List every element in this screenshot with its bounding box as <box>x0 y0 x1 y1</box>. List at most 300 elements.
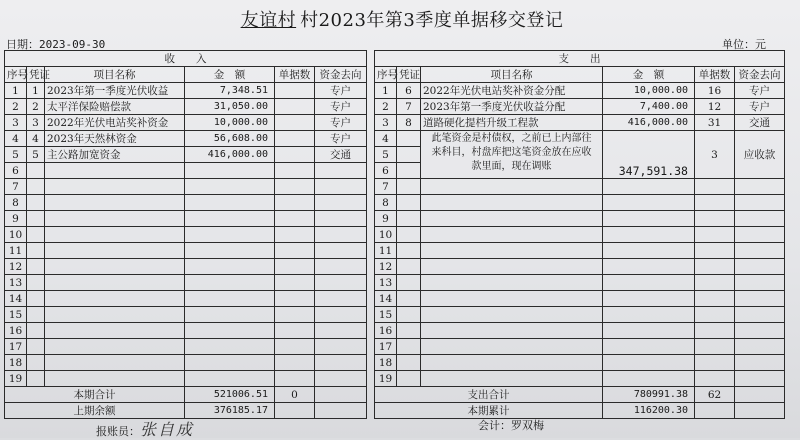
expense-cell-item <box>421 211 603 227</box>
expense-row <box>375 195 785 211</box>
income-cell-dest <box>315 243 367 259</box>
income-cell-count <box>275 147 315 163</box>
income-cell-item <box>45 307 185 323</box>
expense-cell-seq: 11 <box>375 243 397 259</box>
income-cell-voucher <box>27 307 45 323</box>
income-cell-count <box>275 371 315 387</box>
expense-row <box>375 323 785 339</box>
income-cell-voucher <box>27 163 45 179</box>
expense-cell-count <box>695 291 735 307</box>
expense-cell-dest: 专户 <box>735 99 785 115</box>
income-row <box>5 371 367 387</box>
expense-cell-count: 31 <box>695 115 735 131</box>
income-cell-voucher <box>27 259 45 275</box>
income-cell-seq: 12 <box>5 259 27 275</box>
expense-cell-dest <box>735 211 785 227</box>
income-row <box>5 243 367 259</box>
expense-note-amount: 347,591.38 <box>603 131 695 179</box>
expense-cell-voucher <box>397 323 421 339</box>
expense-cell-item <box>421 179 603 195</box>
expense-row <box>375 275 785 291</box>
expense-row <box>375 355 785 371</box>
income-cell-voucher: 2 <box>27 99 45 115</box>
income-cell-item <box>45 211 185 227</box>
income-cell-voucher: 4 <box>27 131 45 147</box>
expense-cell-amount <box>603 323 695 339</box>
income-row <box>5 115 367 131</box>
income-cell-voucher: 3 <box>27 115 45 131</box>
expense-cell-item: 2022年光伏电站奖补资金分配 <box>421 83 603 99</box>
accountant-line <box>478 417 544 433</box>
expense-cell-amount: 10,000.00 <box>603 83 695 99</box>
expense-header-amount: 金 额 <box>603 67 695 83</box>
expense-note-count: 3 <box>695 131 735 179</box>
expense-cell-item <box>421 259 603 275</box>
expense-cell-dest <box>735 371 785 387</box>
income-cell-voucher: 5 <box>27 147 45 163</box>
income-row <box>5 339 367 355</box>
income-row <box>5 355 367 371</box>
income-row <box>5 83 367 99</box>
expense-cell-seq: 5 <box>375 147 397 163</box>
income-cell-count <box>275 115 315 131</box>
expense-cell-amount <box>603 307 695 323</box>
income-header-count: 单据数 <box>275 67 315 83</box>
income-cell-seq: 4 <box>5 131 27 147</box>
income-prev-dest <box>315 403 367 419</box>
expense-cell-seq: 14 <box>375 291 397 307</box>
income-cell-count <box>275 211 315 227</box>
expense-cell-dest <box>735 307 785 323</box>
expense-cell-voucher <box>397 163 421 179</box>
reporter-signature: 张自成 <box>140 420 195 439</box>
expense-row <box>375 99 785 115</box>
income-cell-amount <box>185 355 275 371</box>
income-cell-dest: 交通 <box>315 147 367 163</box>
income-row <box>5 323 367 339</box>
expense-row <box>375 179 785 195</box>
expense-cell-seq: 10 <box>375 227 397 243</box>
expense-total-label: 支出合计 <box>375 387 603 403</box>
income-cell-amount <box>185 275 275 291</box>
income-header-seq: 序号 <box>5 67 27 83</box>
expense-total-dest <box>735 387 785 403</box>
expense-cell-count <box>695 323 735 339</box>
expense-cell-item <box>421 307 603 323</box>
income-cell-item <box>45 163 185 179</box>
income-cell-voucher: 1 <box>27 83 45 99</box>
expense-cell-seq: 16 <box>375 323 397 339</box>
expense-note-dest: 应收款 <box>735 131 785 179</box>
income-cell-voucher <box>27 355 45 371</box>
expense-row <box>375 339 785 355</box>
expense-cell-voucher <box>397 307 421 323</box>
village-name: 友谊村 <box>240 10 297 31</box>
expense-cell-count <box>695 227 735 243</box>
income-cell-count <box>275 259 315 275</box>
expense-cell-voucher <box>397 227 421 243</box>
income-cell-seq: 14 <box>5 291 27 307</box>
expense-cell-count <box>695 355 735 371</box>
income-cell-item <box>45 355 185 371</box>
income-cell-item <box>45 179 185 195</box>
date-label: 日期： <box>6 38 39 51</box>
expense-cell-voucher <box>397 147 421 163</box>
income-row <box>5 275 367 291</box>
expense-total-amount: 780991.38 <box>603 387 695 403</box>
income-cell-seq: 9 <box>5 211 27 227</box>
expense-row <box>375 227 785 243</box>
expense-cell-voucher <box>397 275 421 291</box>
income-cell-dest <box>315 371 367 387</box>
income-cell-seq: 5 <box>5 147 27 163</box>
income-cell-count <box>275 195 315 211</box>
expense-cell-item <box>421 339 603 355</box>
expense-cell-seq: 6 <box>375 163 397 179</box>
expense-row <box>375 83 785 99</box>
income-cell-amount: 56,608.00 <box>185 131 275 147</box>
expense-cell-seq: 4 <box>375 131 397 147</box>
income-cell-item <box>45 195 185 211</box>
expense-cell-dest <box>735 323 785 339</box>
expense-cell-item <box>421 275 603 291</box>
income-cell-item: 2023年天然林资金 <box>45 131 185 147</box>
income-cell-item: 2023年第一季度光伏收益 <box>45 83 185 99</box>
reporter-label: 报账员： <box>96 425 140 438</box>
expense-cell-dest <box>735 275 785 291</box>
income-cell-dest: 专户 <box>315 131 367 147</box>
expense-cum-amount: 116200.30 <box>603 403 695 419</box>
income-total-dest <box>315 387 367 403</box>
expense-row <box>375 115 785 131</box>
income-row <box>5 163 367 179</box>
expense-cell-dest <box>735 291 785 307</box>
income-cell-dest: 专户 <box>315 115 367 131</box>
income-cell-dest <box>315 323 367 339</box>
expense-cell-amount <box>603 227 695 243</box>
expense-cell-seq: 9 <box>375 211 397 227</box>
income-row <box>5 227 367 243</box>
income-cell-count <box>275 275 315 291</box>
expense-cell-item <box>421 371 603 387</box>
income-table <box>4 50 367 419</box>
expense-cell-item: 道路硬化提档升级工程款 <box>421 115 603 131</box>
expense-cell-item: 2023年第一季度光伏收益分配 <box>421 99 603 115</box>
income-prev-count <box>275 403 315 419</box>
income-cell-amount <box>185 291 275 307</box>
expense-cell-item <box>421 195 603 211</box>
expense-cell-voucher <box>397 131 421 147</box>
income-cell-seq: 15 <box>5 307 27 323</box>
income-header-amount: 金 额 <box>185 67 275 83</box>
income-cell-seq: 8 <box>5 195 27 211</box>
expense-row <box>375 307 785 323</box>
income-cell-item <box>45 243 185 259</box>
income-header-dest: 资金去向 <box>315 67 367 83</box>
expense-cell-dest <box>735 355 785 371</box>
income-cell-voucher <box>27 179 45 195</box>
income-cell-count <box>275 83 315 99</box>
expense-cell-amount <box>603 355 695 371</box>
expense-section-title: 支 出 <box>375 51 785 67</box>
date-value: 2023-09-30 <box>39 38 106 51</box>
income-cell-amount <box>185 179 275 195</box>
income-cell-item <box>45 323 185 339</box>
expense-cell-dest <box>735 259 785 275</box>
expense-cell-amount <box>603 243 695 259</box>
income-cell-voucher <box>27 211 45 227</box>
income-cell-amount <box>185 259 275 275</box>
expense-cell-item <box>421 291 603 307</box>
expense-cell-seq: 19 <box>375 371 397 387</box>
accountant-label: 会计： <box>478 419 511 432</box>
income-cell-count <box>275 355 315 371</box>
expense-cell-count <box>695 211 735 227</box>
expense-cell-voucher <box>397 339 421 355</box>
unit-label: 单位：元 <box>722 38 766 51</box>
income-cell-voucher <box>27 339 45 355</box>
income-cell-amount: 31,050.00 <box>185 99 275 115</box>
income-row <box>5 211 367 227</box>
expense-cell-seq: 18 <box>375 355 397 371</box>
expense-cell-dest <box>735 195 785 211</box>
income-cell-seq: 18 <box>5 355 27 371</box>
income-cell-voucher <box>27 195 45 211</box>
income-cell-dest <box>315 339 367 355</box>
income-cell-dest <box>315 179 367 195</box>
expense-row <box>375 291 785 307</box>
page-title <box>0 6 800 32</box>
expense-cell-seq: 2 <box>375 99 397 115</box>
income-cell-voucher <box>27 275 45 291</box>
income-cell-voucher <box>27 227 45 243</box>
expense-cell-dest: 专户 <box>735 83 785 99</box>
expense-cell-count <box>695 259 735 275</box>
expense-header-item: 项目名称 <box>421 67 603 83</box>
income-cell-item <box>45 259 185 275</box>
income-cell-dest <box>315 195 367 211</box>
expense-cell-item <box>421 323 603 339</box>
income-cell-count <box>275 179 315 195</box>
expense-row <box>375 259 785 275</box>
expense-cell-amount <box>603 291 695 307</box>
expense-cell-voucher <box>397 243 421 259</box>
income-cell-voucher <box>27 323 45 339</box>
expense-cum-dest <box>735 403 785 419</box>
income-cell-item: 2022年光伏电站奖补资金 <box>45 115 185 131</box>
expense-cell-item <box>421 243 603 259</box>
expense-cell-dest <box>735 243 785 259</box>
expense-cell-item <box>421 355 603 371</box>
expense-header-voucher: 凭证 <box>397 67 421 83</box>
expense-table <box>374 50 785 419</box>
expense-cell-seq: 12 <box>375 259 397 275</box>
expense-cell-voucher: 7 <box>397 99 421 115</box>
income-cell-amount <box>185 227 275 243</box>
expense-cell-seq: 15 <box>375 307 397 323</box>
expense-cell-voucher <box>397 211 421 227</box>
income-row <box>5 99 367 115</box>
expense-row <box>375 211 785 227</box>
expense-row <box>375 243 785 259</box>
expense-cell-count: 16 <box>695 83 735 99</box>
income-total-count: 0 <box>275 387 315 403</box>
income-row <box>5 131 367 147</box>
income-cell-voucher <box>27 291 45 307</box>
expense-cell-seq: 7 <box>375 179 397 195</box>
title-text: 村2023年第3季度单据移交登记 <box>300 10 564 31</box>
expense-header-dest: 资金去向 <box>735 67 785 83</box>
income-cell-item <box>45 371 185 387</box>
expense-cell-count <box>695 371 735 387</box>
expense-cell-seq: 1 <box>375 83 397 99</box>
income-cell-voucher <box>27 371 45 387</box>
expense-cell-amount <box>603 371 695 387</box>
expense-cell-amount <box>603 275 695 291</box>
income-cell-item <box>45 275 185 291</box>
income-cell-item <box>45 227 185 243</box>
expense-row <box>375 371 785 387</box>
income-cell-count <box>275 163 315 179</box>
income-cell-seq: 11 <box>5 243 27 259</box>
income-cell-amount <box>185 163 275 179</box>
expense-cell-voucher <box>397 195 421 211</box>
income-row <box>5 291 367 307</box>
income-cell-seq: 13 <box>5 275 27 291</box>
income-cell-item: 主公路加宽资金 <box>45 147 185 163</box>
income-cell-amount: 7,348.51 <box>185 83 275 99</box>
income-cell-dest <box>315 163 367 179</box>
income-cell-dest <box>315 259 367 275</box>
expense-cell-count: 12 <box>695 99 735 115</box>
income-cell-seq: 16 <box>5 323 27 339</box>
expense-cell-dest <box>735 339 785 355</box>
income-header-voucher: 凭证 <box>27 67 45 83</box>
expense-cell-voucher <box>397 355 421 371</box>
expense-cell-amount: 7,400.00 <box>603 99 695 115</box>
income-row <box>5 307 367 323</box>
expense-cell-amount <box>603 259 695 275</box>
reporter-line <box>96 417 194 440</box>
income-cell-dest <box>315 227 367 243</box>
income-cell-seq: 3 <box>5 115 27 131</box>
income-cell-item: 太平洋保险赔偿款 <box>45 99 185 115</box>
expense-cell-voucher: 6 <box>397 83 421 99</box>
income-cell-seq: 2 <box>5 99 27 115</box>
income-row <box>5 179 367 195</box>
income-cell-amount: 10,000.00 <box>185 115 275 131</box>
income-cell-seq: 7 <box>5 179 27 195</box>
expense-cell-voucher <box>397 291 421 307</box>
expense-total-count: 62 <box>695 387 735 403</box>
income-cell-amount <box>185 323 275 339</box>
income-cell-seq: 17 <box>5 339 27 355</box>
expense-cell-voucher <box>397 371 421 387</box>
income-section-title: 收 入 <box>5 51 367 67</box>
expense-note: 此笔资金是村债权，之前已上内部往来科目，村盘库把这笔资金放在应收款里面，现在调账 <box>421 131 603 179</box>
income-cell-dest <box>315 291 367 307</box>
income-cell-dest: 专户 <box>315 83 367 99</box>
income-header-item: 项目名称 <box>45 67 185 83</box>
income-cell-voucher <box>27 243 45 259</box>
income-cell-amount <box>185 307 275 323</box>
expense-cell-amount <box>603 179 695 195</box>
expense-cell-count <box>695 195 735 211</box>
income-row <box>5 259 367 275</box>
income-cell-dest <box>315 307 367 323</box>
expense-cell-amount <box>603 339 695 355</box>
income-row <box>5 147 367 163</box>
expense-cell-count <box>695 275 735 291</box>
income-prev-amount: 376185.17 <box>185 403 275 419</box>
income-cell-dest <box>315 355 367 371</box>
income-cell-amount <box>185 195 275 211</box>
expense-cell-count <box>695 307 735 323</box>
income-cell-dest: 专户 <box>315 99 367 115</box>
expense-cell-seq: 3 <box>375 115 397 131</box>
expense-cell-dest <box>735 227 785 243</box>
expense-row <box>375 131 785 147</box>
expense-cell-voucher <box>397 259 421 275</box>
expense-cell-voucher: 8 <box>397 115 421 131</box>
income-cell-count <box>275 307 315 323</box>
expense-header-count: 单据数 <box>695 67 735 83</box>
accountant-name: 罗双梅 <box>511 419 544 432</box>
income-total-label: 本期合计 <box>5 387 185 403</box>
expense-cell-seq: 17 <box>375 339 397 355</box>
income-row <box>5 195 367 211</box>
income-cell-count <box>275 99 315 115</box>
expense-cell-item <box>421 227 603 243</box>
income-total-amount: 521006.51 <box>185 387 275 403</box>
income-cell-amount <box>185 339 275 355</box>
income-cell-seq: 10 <box>5 227 27 243</box>
expense-cell-count <box>695 339 735 355</box>
income-cell-count <box>275 227 315 243</box>
expense-cell-count <box>695 179 735 195</box>
income-cell-count <box>275 243 315 259</box>
income-cell-seq: 19 <box>5 371 27 387</box>
expense-cell-amount: 416,000.00 <box>603 115 695 131</box>
expense-cum-label: 本期累计 <box>375 403 603 419</box>
income-cell-count <box>275 323 315 339</box>
expense-cell-dest: 交通 <box>735 115 785 131</box>
expense-cell-seq: 13 <box>375 275 397 291</box>
income-prev-label: 上期余额 <box>5 403 185 419</box>
income-cell-amount <box>185 211 275 227</box>
income-cell-count <box>275 339 315 355</box>
income-cell-amount: 416,000.00 <box>185 147 275 163</box>
income-cell-dest <box>315 211 367 227</box>
expense-cell-voucher <box>397 179 421 195</box>
expense-header-seq: 序号 <box>375 67 397 83</box>
expense-cell-seq: 8 <box>375 195 397 211</box>
income-cell-item <box>45 291 185 307</box>
income-cell-count <box>275 291 315 307</box>
expense-cell-amount <box>603 211 695 227</box>
income-cell-count <box>275 131 315 147</box>
income-cell-amount <box>185 371 275 387</box>
expense-cell-amount <box>603 195 695 211</box>
income-cell-item <box>45 339 185 355</box>
expense-cell-count <box>695 243 735 259</box>
income-cell-amount <box>185 243 275 259</box>
expense-cum-count <box>695 403 735 419</box>
income-cell-seq: 6 <box>5 163 27 179</box>
income-cell-seq: 1 <box>5 83 27 99</box>
expense-cell-dest <box>735 179 785 195</box>
income-cell-dest <box>315 275 367 291</box>
